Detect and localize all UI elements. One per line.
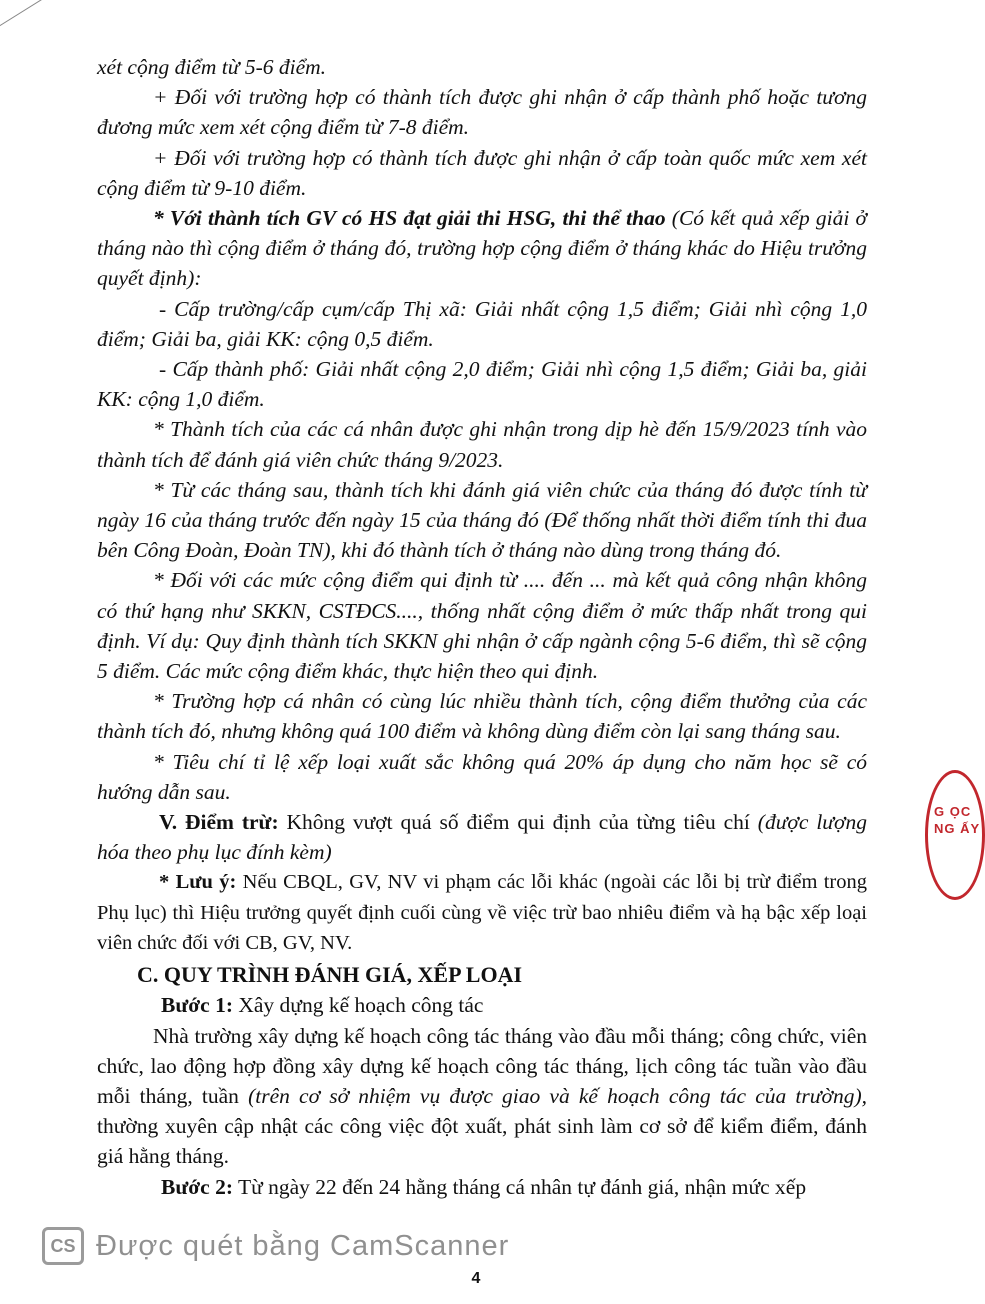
paragraph-excellence-ratio: * Tiêu chí tỉ lệ xếp loại xuất sắc không quá 20% áp dụng cho năm học sẽ có hướng dẫn sau.: [97, 749, 867, 804]
paragraph-summer-achievements: * Thành tích của các cá nhân được ghi nhận trong dịp hè đến 15/9/2023 tính vào thành tích để đánh giá viên chức tháng 9/2023.: [97, 417, 867, 472]
page-corner-fold: [0, 0, 69, 31]
step-2-heading: [161, 1172, 867, 1202]
paragraph-city-level-awards: - Cấp thành phố: Giải nhất cộng 2,0 điểm; Giải nhì cộng 1,5 điểm; Giải ba, giải KK: cộng 1,0 điểm.: [97, 357, 867, 412]
page-number: 4: [471, 1270, 481, 1287]
stamp-text: G ỌC NG ẤY: [934, 804, 981, 836]
paragraph-student-awards: [97, 203, 867, 294]
document-body: [97, 52, 867, 1202]
camscanner-watermark: [42, 1226, 509, 1266]
planning-note: (trên cơ sở nhiệm vụ được giao và kế hoạch công tác của trường),: [248, 1083, 867, 1108]
paragraph-national-level: + Đối với trường hợp có thành tích được ghi nhận ở cấp toàn quốc mức xem xét cộng điểm từ 9-10 điểm.: [97, 145, 867, 200]
paragraph-planning: [97, 1021, 867, 1172]
paragraph-town-level-awards: - Cấp trường/cấp cụm/cấp Thị xã: Giải nhất cộng 1,5 điểm; Giải nhì cộng 1,0 điểm; Giải ba, giải KK: cộng 0,5 điểm.: [97, 296, 867, 351]
paragraph-multiple-achievements: * Trường hợp cá nhân có cùng lúc nhiều thành tích, cộng điểm thưởng của các thành tích đó, nhưng không quá 100 điểm và không dùng điểm còn lại sang tháng sau.: [97, 689, 867, 744]
step-2-text: Từ ngày 22 đến 24 hằng tháng cá nhân tự đánh giá, nhận mức xếp: [232, 1174, 807, 1199]
planning-text-end: thường xuyên cập nhật các công việc đột xuất, phát sinh làm cơ sở để kiểm điểm, đánh giá hằng tháng.: [97, 1114, 867, 1169]
paragraph-unranked-results: * Đối với các mức cộng điểm qui định từ .... đến ... mà kết quả công nhận không có thứ hạng như SKKN, CSTĐCS...., thống nhất cộng điểm ở mức thấp nhất trong qui định. Ví dụ: Quy định thành tích SKKN ghi nhận ở cấp ngành cộng 5-6 điểm, thì sẽ cộng 5 điểm. Các mức cộng điểm khác, thực hiện theo qui định.: [97, 568, 867, 684]
note-text: Nếu CBQL, GV, NV vi phạm các lỗi khác (ngoài các lỗi bị trừ điểm trong Phụ lục) thì Hiệu trưởng quyết định cuối cùng về việc trừ bao nhiêu điểm và hạ bậc xếp loại viên chức đối với CB, GV, NV.: [97, 871, 867, 954]
paragraph-points-5-6: xét cộng điểm từ 5-6 điểm.: [97, 55, 327, 79]
deductions-note: (được lượng hóa theo phụ lục đính kèm): [97, 810, 867, 865]
paragraph-city-level: + Đối với trường hợp có thành tích được ghi nhận ở cấp thành phố hoặc tương đương mức xem xét cộng điểm từ 7-8 điểm.: [97, 85, 867, 140]
step-1-text: Xây dựng kế hoạch công tác: [232, 993, 484, 1018]
paragraph-monthly-period: * Từ các tháng sau, thành tích khi đánh giá viên chức của tháng đó được tính từ ngày 16 của tháng trước đến ngày 15 của tháng đó (Để thống nhất thời điểm tính thi đua bên Công Đoàn, Đoàn TN), khi đó thành tích ở tháng nào dùng trong tháng đó.: [97, 477, 867, 563]
student-awards-label: * Với thành tích GV có HS đạt giải thi HSG, thi thể thao: [153, 206, 666, 231]
deductions-text: Không vượt quá số điểm qui định của từng tiêu chí: [278, 810, 758, 835]
step-1-heading: [161, 990, 867, 1020]
watermark-text: Được quét bằng CamScanner: [96, 1229, 510, 1262]
step-1-label: Bước 1:: [161, 993, 233, 1018]
student-awards-text: (Có kết quả xếp giải ở tháng nào thì cộng điểm ở tháng đó, trường hợp cộng điểm ở tháng khác do Hiệu trưởng quyết định):: [97, 206, 867, 291]
paragraph-deductions: [97, 807, 867, 867]
section-c-heading: C. QUY TRÌNH ĐÁNH GIÁ, XẾP LOẠI: [137, 962, 523, 988]
step-2-label: Bước 2:: [161, 1174, 233, 1199]
deductions-label: V. Điểm trừ:: [159, 810, 279, 835]
note-label: * Lưu ý:: [159, 871, 237, 894]
red-stamp: [925, 770, 985, 900]
paragraph-note: [97, 867, 867, 958]
planning-text: Nhà trường xây dựng kế hoạch công tác tháng vào đầu mỗi tháng; công chức, viên chức, lao động hợp đồng xây dựng kế hoạch công tác tháng, lịch công tác tuần vào đầu mỗi tháng, tuần: [97, 1023, 867, 1108]
camscanner-logo-icon: CS: [42, 1227, 84, 1265]
